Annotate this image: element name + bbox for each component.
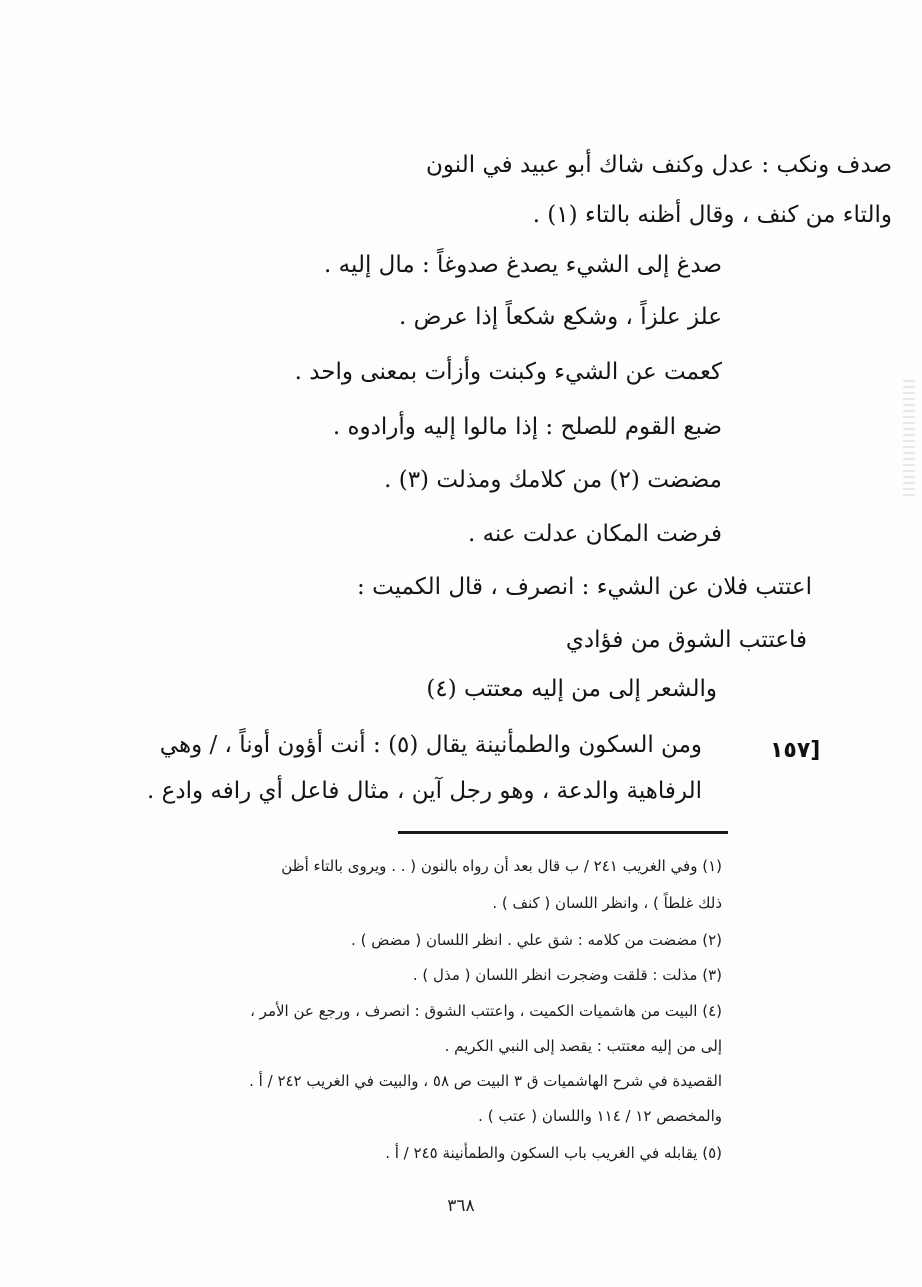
footnote-2: (٢) مضضت من كلامه : شق علي . انظر اللسان ( مضض ) .: [351, 931, 722, 949]
body-line-9: اعتتب فلان عن الشيء : انصرف ، قال الكميت :: [357, 574, 812, 600]
verse-line-1: فاعتتب الشوق من فؤادي: [565, 627, 807, 653]
footnote-5: (٥) يقابله في الغريب باب السكون والطمأنينة ٢٤٥ / أ .: [385, 1144, 722, 1162]
body-line-4: علز علزاً ، وشكع شكعاً إذا عرض .: [399, 304, 722, 330]
footnote-divider: [398, 831, 728, 834]
page-number: ٣٦٨: [447, 1196, 475, 1216]
body-line-1: صدف ونكب : عدل وكنف شاك أبو عبيد في النون: [426, 152, 892, 178]
verse-line-2: والشعر إلى من إليه معتتب (٤): [426, 676, 717, 702]
footnote-4b: إلى من إليه معتتب : يقصد إلى النبي الكريم .: [444, 1037, 722, 1055]
footnote-4d: والمخصص ١٢ / ١١٤ واللسان ( عتب ) .: [478, 1107, 722, 1125]
footnote-1b: ذلك غلطاً ) ، وانظر اللسان ( كنف ) .: [492, 894, 722, 912]
body-line-3: صدغ إلى الشيء يصدغ صدوغاً : مال إليه .: [324, 252, 722, 278]
margin-folio-number: ١٥٧]: [770, 738, 821, 763]
footnote-1a: (١) وفي الغريب ٢٤١ / ب قال بعد أن رواه بالنون ( . . ويروى بالتاء أظن: [281, 857, 722, 875]
footnote-4c: القصيدة في شرح الهاشميات ق ٣ البيت ص ٥٨ ، والبيت في الغريب ٢٤٢ / أ .: [249, 1072, 722, 1090]
body-line-2: والتاء من كنف ، وقال أظنه بالتاء (١) .: [532, 202, 892, 228]
body-line-7: مضضت (٢) من كلامك ومذلت (٣) .: [384, 467, 722, 493]
body-line-12: ومن السكون والطمأنينة يقال (٥) : أنت أؤون أوناً ، / وهي: [159, 732, 702, 758]
body-line-8: فرضت المكان عدلت عنه .: [467, 521, 722, 547]
footnote-3: (٣) مذلت : قلقت وضجرت انظر اللسان ( مذل ) .: [412, 966, 722, 984]
body-line-5: كعمت عن الشيء وكبنت وأزأت بمعنى واحد .: [294, 359, 722, 385]
scan-bleed-through: [903, 380, 915, 500]
body-line-13: الرفاهية والدعة ، وهو رجل آين ، مثال فاعل أي رافه وادع .: [147, 778, 702, 804]
footnote-4a: (٤) البيت من هاشميات الكميت ، واعتتب الشوق : انصرف ، ورجع عن الأمر ،: [250, 1002, 722, 1020]
body-line-6: ضبع القوم للصلح : إذا مالوا إليه وأرادوه .: [332, 414, 722, 440]
